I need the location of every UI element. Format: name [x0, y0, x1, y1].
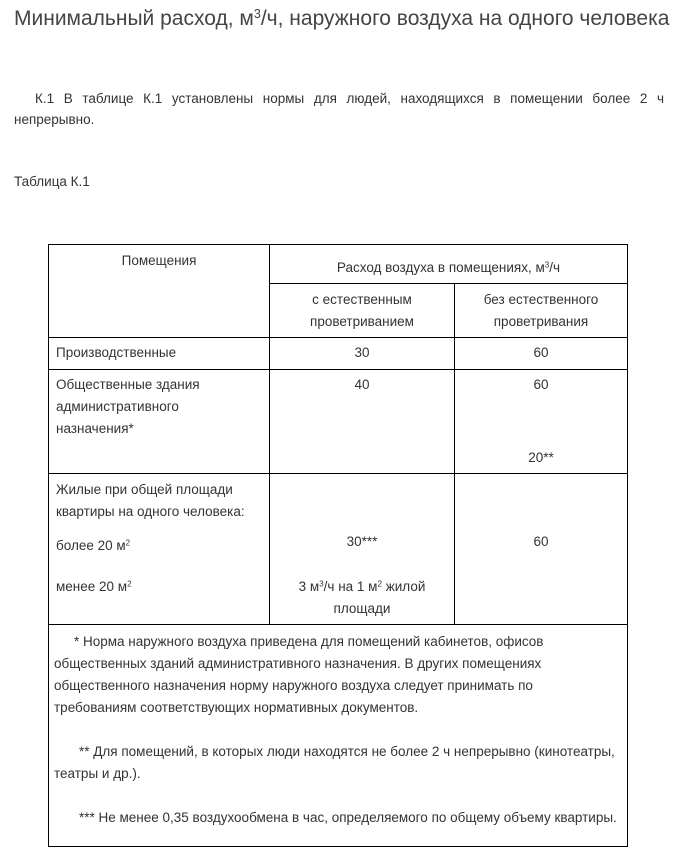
header-natural-ventilation: с естественным проветриванием: [310, 292, 414, 329]
row-industrial-no-natural: 60: [533, 345, 549, 360]
intro-paragraph: К.1 В таблице К.1 установлены нормы для людей, находящихся в помещении более 2 ч непрерывно.: [14, 91, 664, 127]
header-airflow-text: Расход воздуха в помещениях, м: [336, 260, 545, 275]
header-rooms: Помещения: [121, 253, 197, 268]
under-20-rate-c: жилой площади: [333, 579, 426, 616]
under-20-sup: 2: [127, 579, 132, 589]
row-industrial-room: Производственные: [56, 345, 177, 360]
row-public-no-natural-extra: 20**: [528, 450, 554, 465]
norms-table: [48, 244, 628, 847]
over-20-sup: 2: [125, 538, 131, 548]
title-text-suffix: /ч, наружного воздуха на одного человека: [260, 7, 670, 30]
under-20-rate-b: /ч на 1 м: [323, 579, 378, 594]
table-footnotes: [54, 631, 619, 829]
row-residential-natural-over-20: 30***: [346, 534, 378, 549]
row-industrial-natural: 30: [354, 345, 370, 360]
under-20-rate-sup2: 2: [377, 579, 382, 589]
under-20-text: менее 20 м: [56, 579, 128, 594]
under-20-rate-sup1: 3: [319, 579, 324, 589]
row-residential-under-20: [56, 576, 266, 598]
header-airflow: [270, 257, 627, 279]
header-airflow-unit: /ч: [549, 260, 561, 275]
page-title: [14, 7, 669, 31]
over-20-text: более 20 м: [56, 538, 126, 553]
table-caption: Таблица К.1: [14, 174, 90, 189]
title-text: Минимальный расход, м: [14, 7, 254, 30]
title-superscript: 3: [253, 7, 261, 22]
subheader-divider: [269, 283, 627, 284]
row-residential-no-natural: 60: [533, 534, 549, 549]
footnote-1: * Норма наружного воздуха приведена для помещений кабинетов, офисов общественных зданий административного назначения. В других помещениях общественного назначения норму наружного воздуха следует принимать по требованиям соответствующих нормативных документов.: [54, 634, 544, 715]
footnote-2: ** Для помещений, в которых люди находятся не более 2 ч непрерывно (кинотеатры, театры и др.).: [54, 744, 615, 781]
footnote-3: *** Не менее 0,35 воздухообмена в час, определяемого по общему объему квартиры.: [79, 810, 617, 825]
header-no-natural-ventilation: без естественного проветривания: [483, 292, 599, 329]
row-divider-1: [49, 369, 627, 370]
row-residential-over-20: [56, 535, 266, 557]
row-divider-3: [49, 624, 627, 625]
row-public-natural: 40: [354, 377, 370, 392]
header-airflow-sup: 3: [544, 260, 550, 270]
row-residential-room: Жилые при общей площади квартиры на одного человека:: [56, 482, 245, 519]
row-public-no-natural: 60: [533, 377, 549, 392]
under-20-rate-a: 3 м: [298, 579, 320, 594]
row-residential-natural-under-20: [270, 576, 454, 620]
header-bottom-divider: [49, 337, 627, 338]
row-divider-2: [49, 473, 627, 474]
row-public-room: Общественные здания административного назначения*: [56, 377, 200, 436]
